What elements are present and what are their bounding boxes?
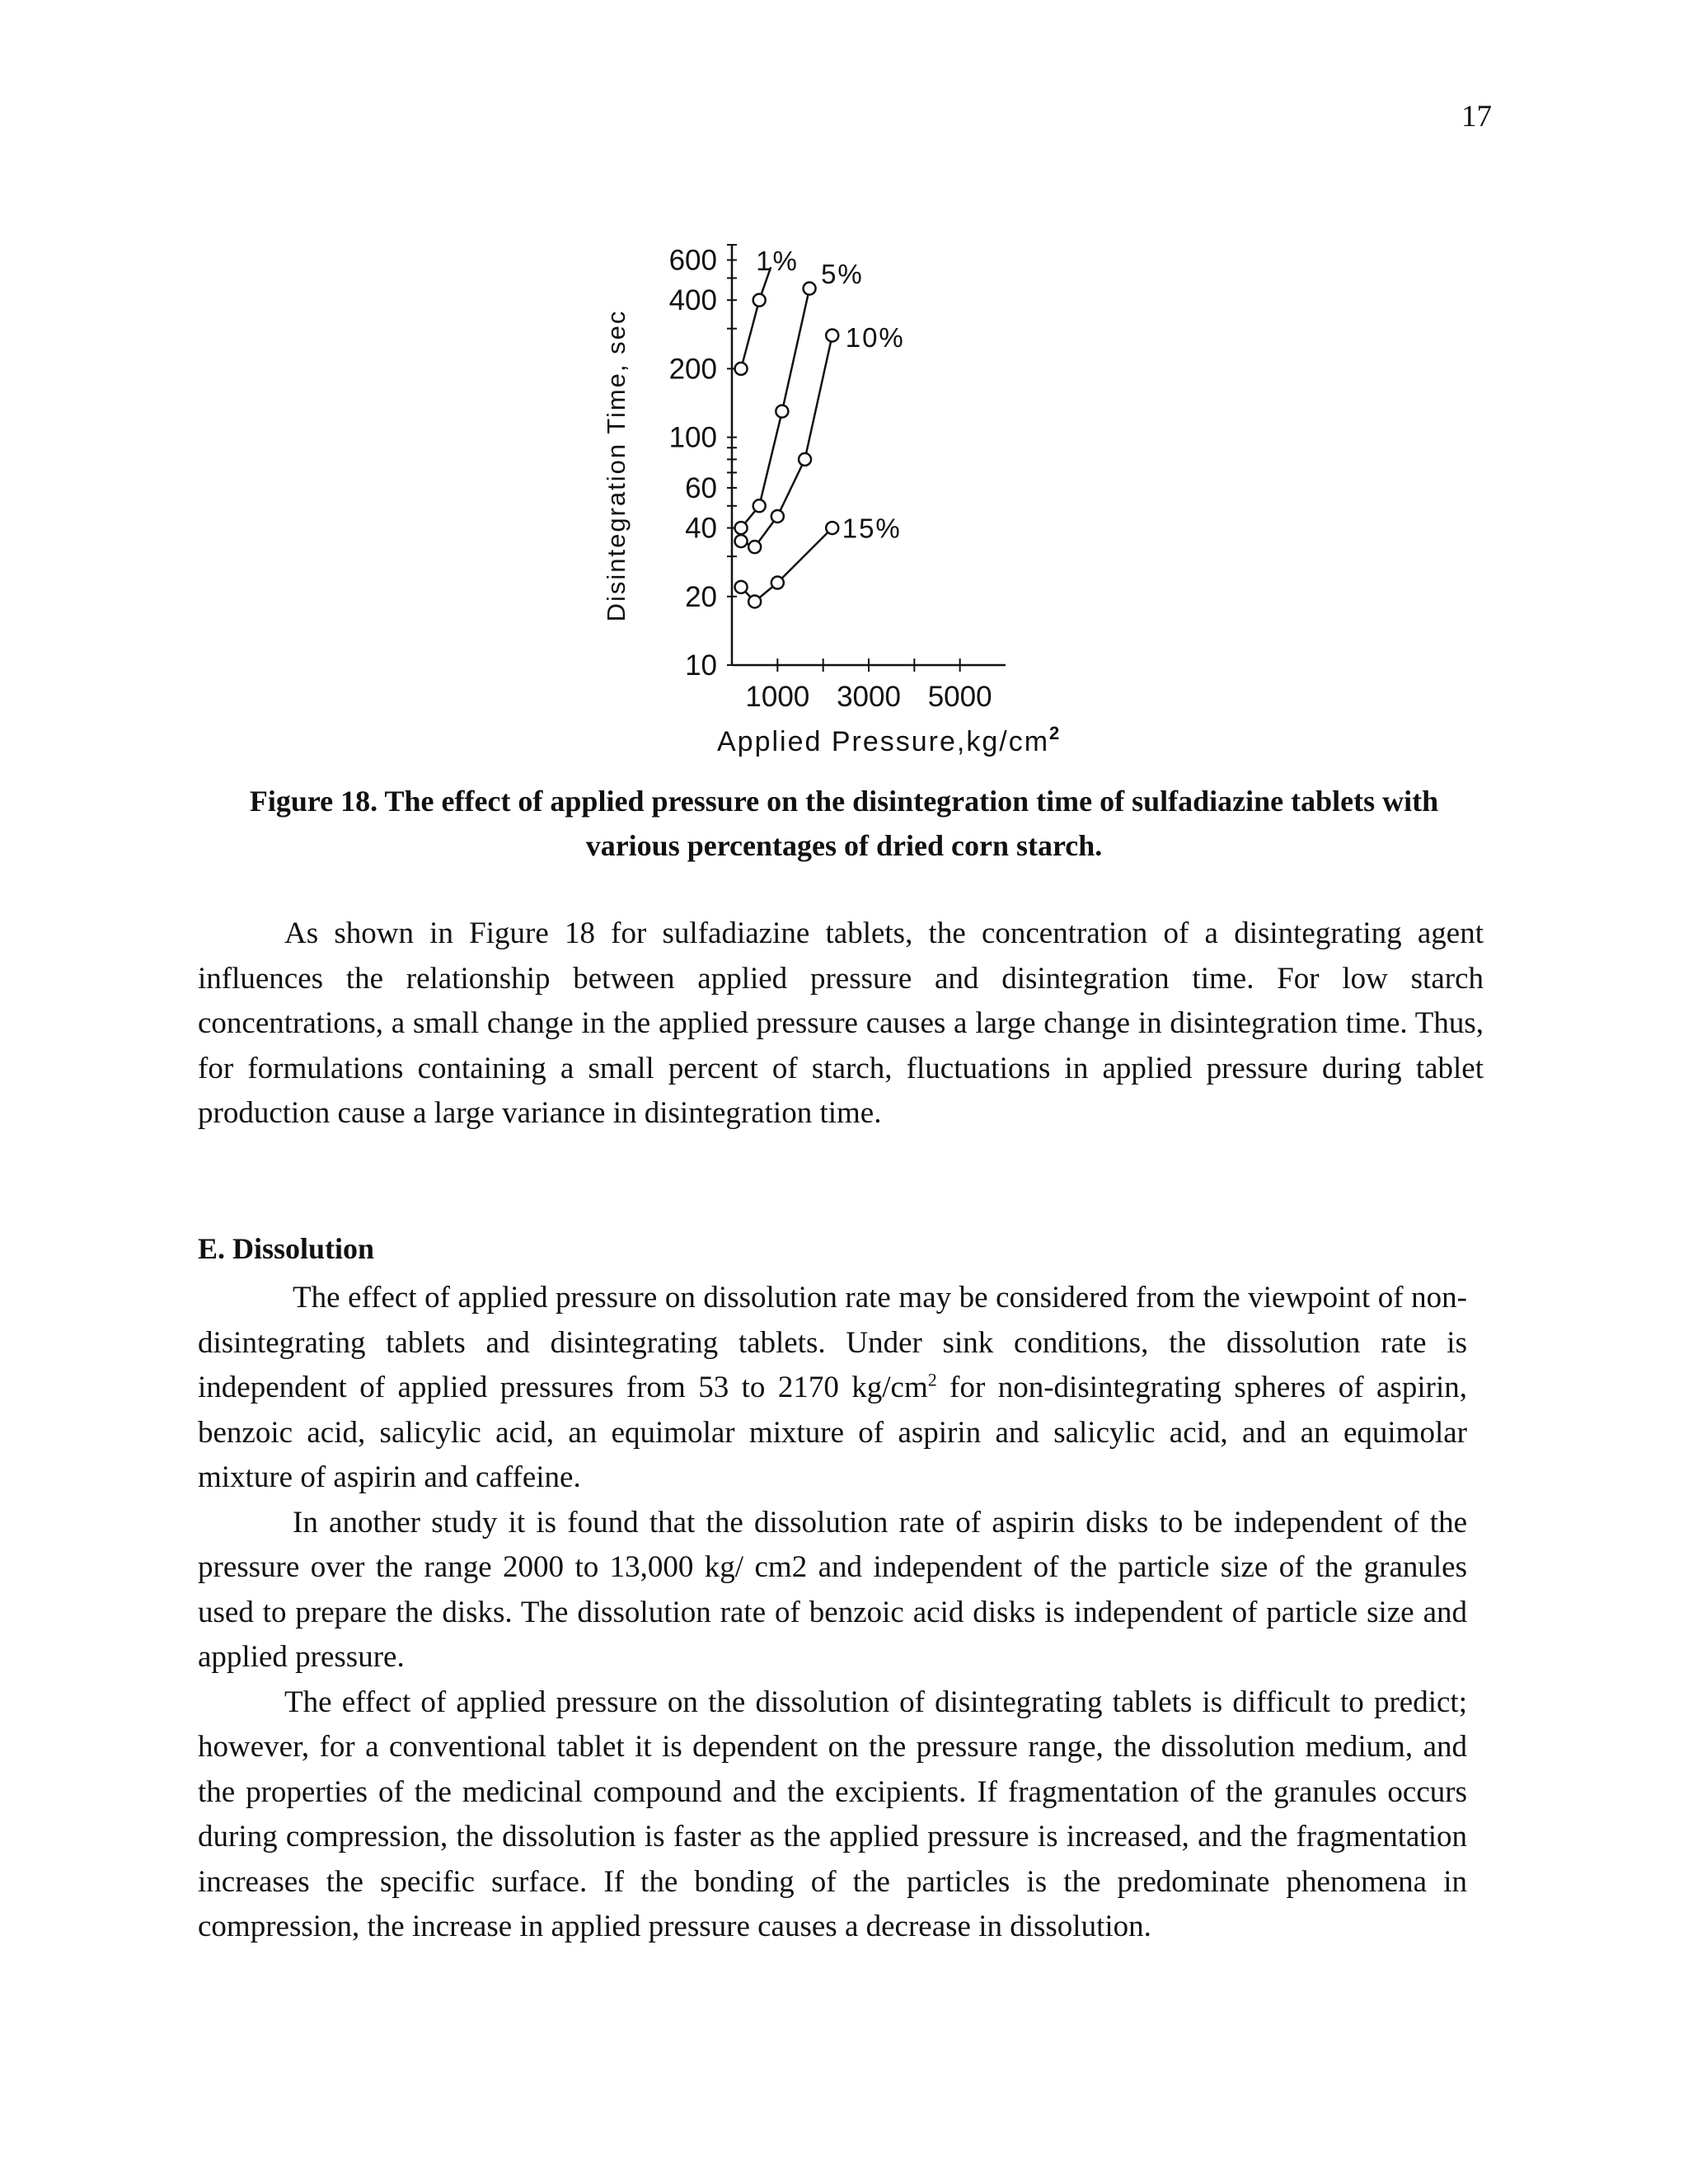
y-tick-label: 10 [685,649,717,682]
series-line-1 [741,267,771,368]
data-point [771,577,784,589]
data-point [735,581,748,593]
data-point [799,453,811,466]
section-heading-dissolution: E. Dissolution [198,1232,375,1265]
dissolution-paragraph-1 [198,1276,1467,1501]
p1-superscript: 2 [927,1369,937,1390]
series-labels [756,246,905,543]
chart-svg [577,218,1121,775]
y-tick-label: 100 [668,421,717,454]
y-tick-label: 60 [685,471,717,504]
caption-line-1: Figure 18. The effect of applied pressure on the disintegration time of sulfadiazine tablets with [249,785,1439,818]
data-point [748,595,761,607]
dissolution-section [198,1276,1467,1950]
x-axis-label-superscript: 2 [1049,723,1062,743]
data-point [826,329,838,341]
x-tick-label: 3000 [837,681,901,713]
data-point [735,535,748,547]
x-tick-label: 1000 [745,681,810,713]
intro-paragraph [198,912,1484,1137]
y-axis-label: Disintegration Time, sec [602,309,631,622]
p1-text-a: The effect of applied pressure on dissolution rate may be considered from the viewpoint of non-disintegrating tablets and disintegrating tablets. Under sink conditions, the dissolution rate is independent of applied pressures from 53 to 2170 kg/cm [198,1281,1467,1404]
data-point [804,283,816,295]
data-point [776,405,788,418]
y-tick-labels [669,245,717,682]
y-tick-label: 200 [668,353,717,386]
intro-text: As shown in Figure 18 for sulfadiazine tablets, the concentration of a disintegrating agent influences the relationship between applied pressure and disintegration time. For low starch concentrations, a small change in the applied pressure causes a large change in disintegration time. Thus, for formulations containing a small percent of starch, fluctuations in applied pressure during tablet production cause a large variance in disintegration time. [198,916,1484,1130]
p1-text-b: for non-disintegrating spheres of aspirin, benzoic acid, salicylic acid, an equimolar mixture of aspirin and salicylic acid, and an equimolar mixture of aspirin and caffeine. [198,1371,1467,1494]
y-tick-label: 400 [668,284,717,317]
y-tick-label: 40 [685,512,717,545]
series-label-2: 5% [821,259,864,290]
data-point [735,363,748,375]
chart-axes [727,245,1006,672]
series-line-4 [741,528,832,602]
series-label-1: 1% [756,246,799,277]
data-point [753,294,766,307]
series-label-4: 15% [842,513,902,544]
y-tick-label: 20 [685,580,717,613]
series-line-2 [741,288,809,528]
y-tick-label: 600 [668,244,717,277]
x-axis-label-text: Applied Pressure,kg/cm [717,726,1050,757]
figure-caption [198,779,1490,868]
figure-18-chart [577,218,1121,775]
dissolution-paragraph-2: In another study it is found that the dissolution rate of aspirin disks to be independent of the pressure over the range 2000 to 13,000 kg/ cm2 and independent of the particle size of the granules used to prepare the disks. The dissolution rate of benzoic acid disks is independent of particle size and applied pressure. [198,1505,1467,1674]
data-point [748,541,761,553]
data-point [753,499,766,512]
x-axis-label [717,723,1061,757]
x-tick-label: 5000 [927,681,992,713]
series-line-3 [741,335,832,547]
dissolution-paragraph-3: The effect of applied pressure on the dissolution of disintegrating tablets is difficult to predict; however, for a conventional tablet it is dependent on the pressure range, the dissolution medium, and the properties of the medicinal compound and the excipients. If fragmentation of the granules occurs during compression, the dissolution is faster as the applied pressure is increased, and the fragmentation increases the specific surface. If the bonding of the particles is the predominate phenomena in compression, the increase in applied pressure causes a decrease in dissolution. [198,1685,1467,1943]
x-tick-labels [745,681,992,713]
data-point [826,522,838,534]
data-point [735,522,748,534]
data-point [771,510,784,523]
page-number: 17 [1461,100,1492,134]
caption-line-2: various percentages of dried corn starch. [585,829,1103,862]
series-label-3: 10% [845,321,905,353]
